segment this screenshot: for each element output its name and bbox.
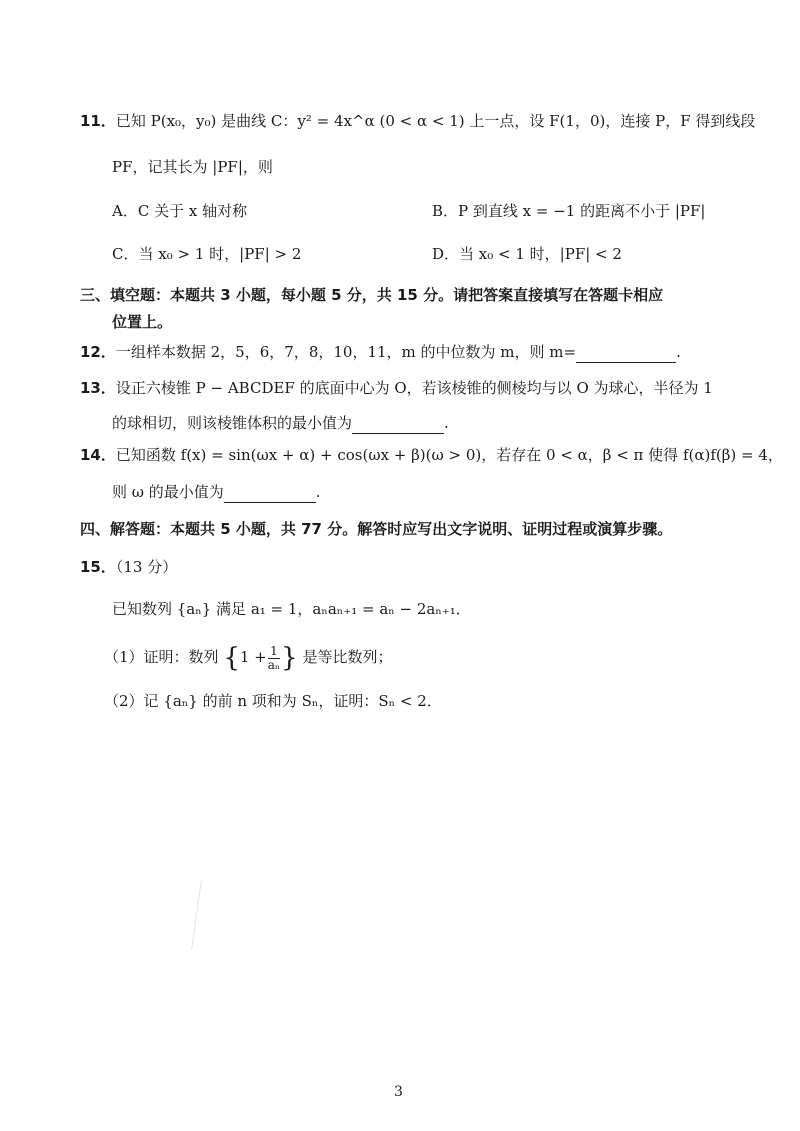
q14-text-line2: 则 ω 的最小值为 <box>112 483 224 501</box>
q14-text-line1: 已知函数 f(x) = sin(ωx + α) + cos(ωx + β)(ω > 0)，若存在 0 < α，β < π 使得 f(α)f(β) = 4， <box>115 446 783 464</box>
q12-number: 12． <box>80 343 116 361</box>
q12-line <box>80 341 681 363</box>
q15-part1 <box>104 642 392 672</box>
q13-line2 <box>112 412 449 434</box>
q15-score: （13 分） <box>115 558 178 576</box>
fraction-denominator: aₙ <box>267 657 281 672</box>
q14-line2 <box>112 481 321 503</box>
page-number: 3 <box>394 1084 403 1100</box>
q11-number: 11． <box>80 112 116 130</box>
q14-number: 14． <box>80 446 116 464</box>
q11-option-c: C．当 x₀ > 1 时，|PF| > 2 <box>112 245 302 263</box>
q15-given: 已知数列 {aₙ} 满足 a₁ = 1，aₙaₙ₊₁ = aₙ − 2aₙ₊₁． <box>112 600 471 618</box>
q13-period: . <box>444 414 449 432</box>
q11-stem-line2: PF，记其长为 |PF|，则 <box>112 158 273 176</box>
q11-option-b: B．P 到直线 x = −1 的距离不小于 |PF| <box>432 202 706 220</box>
q14-period: . <box>315 483 321 501</box>
section4-heading: 四、解答题：本题共 5 小题，共 77 分。解答时应写出文字说明、证明过程或演算步骤。 <box>80 520 673 538</box>
section3-heading-line2: 位置上。 <box>112 313 173 331</box>
q13-answer-blank[interactable] <box>352 417 444 434</box>
q12-period: . <box>676 343 681 361</box>
q15-part1-expr: 1 + <box>239 648 267 666</box>
q13-text-line2: 的球相切，则该棱锥体积的最小值为 <box>112 414 353 432</box>
q13-line1 <box>80 377 713 399</box>
q13-text-line1: 设正六棱锥 P − ABCDEF 的底面中心为 O，若该棱锥的侧棱均与以 O 为球心，半径为 1 <box>115 379 713 397</box>
scan-artifact-line <box>191 880 202 949</box>
q15-part2: （2）记 {aₙ} 的前 n 项和为 Sₙ，证明：Sₙ < 2． <box>104 692 442 710</box>
q12-text: 一组样本数据 2，5，6，7，8，10，11，m 的中位数为 m，则 m= <box>115 343 577 361</box>
right-brace-icon: } <box>281 643 298 673</box>
fraction-numerator: 1 <box>270 643 278 658</box>
q14-line1 <box>80 444 783 466</box>
q14-answer-blank[interactable] <box>224 486 316 503</box>
q11-option-d: D．当 x₀ < 1 时，|PF| < 2 <box>432 245 622 263</box>
q15-part1-suffix: 是等比数列； <box>302 648 393 666</box>
q11-option-a: A．C 关于 x 轴对称 <box>112 202 248 220</box>
q12-answer-blank[interactable] <box>576 346 676 363</box>
q15-part1-fraction <box>268 645 280 672</box>
left-brace-icon: { <box>223 643 240 673</box>
q13-number: 13． <box>80 379 116 397</box>
q11-stem-text: 已知 P(x₀，y₀) 是曲线 C：y² = 4x^α (0 < α < 1) 上一点，设 F(1，0)，连接 P，F 得到线段 <box>115 112 756 130</box>
q15-part1-prefix: （1）证明：数列 <box>104 648 219 666</box>
section3-heading-line1: 三、填空题：本题共 3 小题，每小题 5 分，共 15 分。请把答案直接填写在答题卡相应 <box>80 286 664 304</box>
q15-number: 15． <box>80 558 116 576</box>
q11-stem-line1 <box>80 110 755 132</box>
q15-header <box>80 556 177 578</box>
